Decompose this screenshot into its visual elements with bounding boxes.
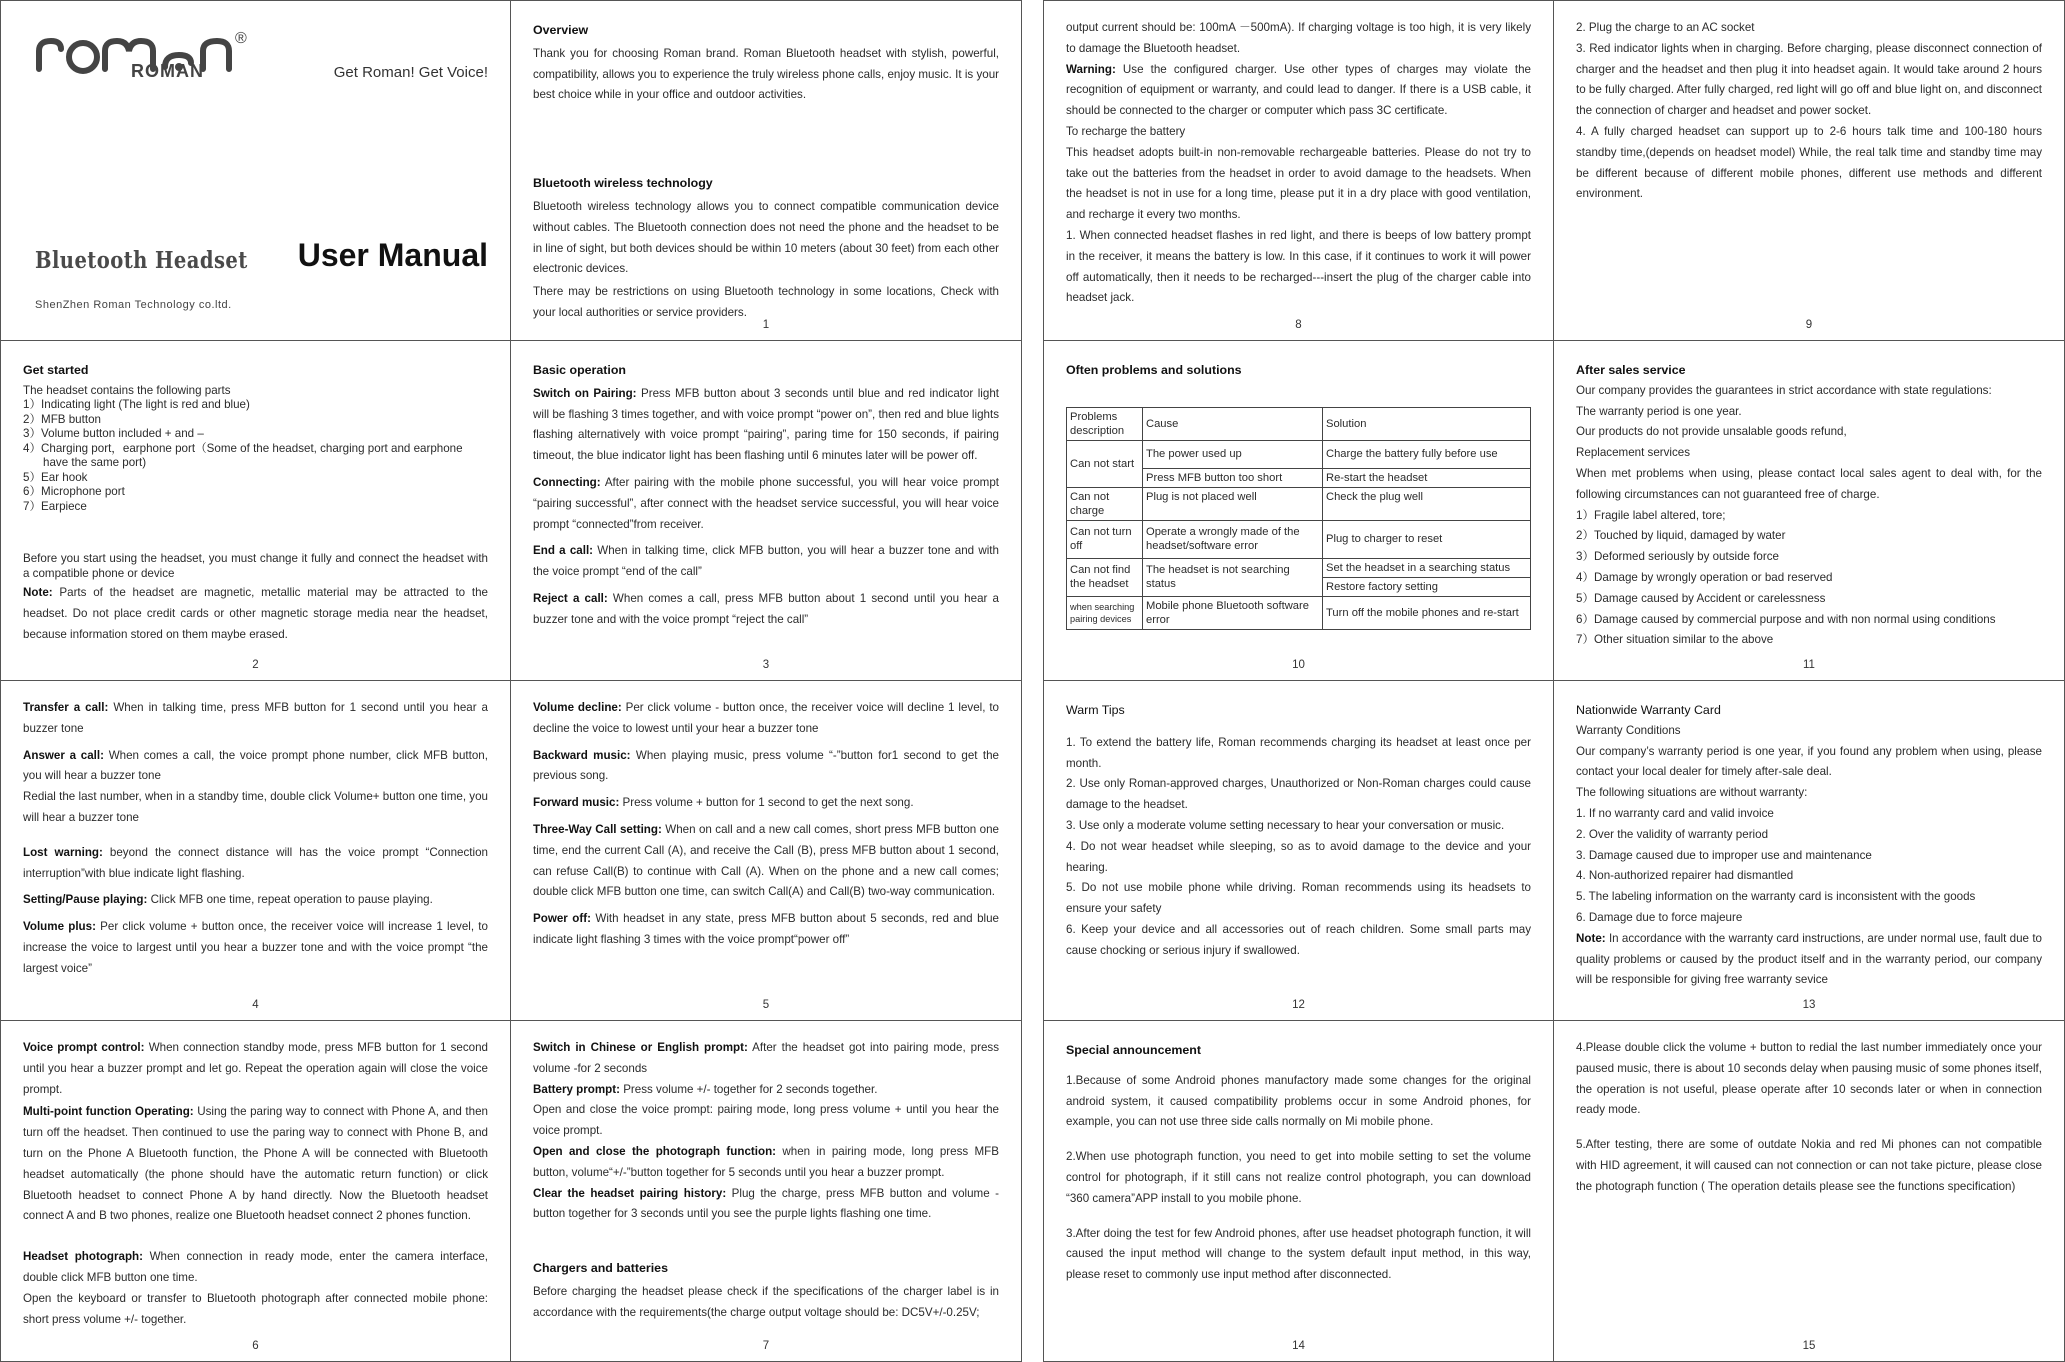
announcement-5: 5.After testing, there are some of outdate Nokia and red Mi phones can not compatible with HID agreement, it will caused can not connection or can not take picture, please close the photograph function ( The operation details please see the functions specification) [1576,1138,2042,1193]
overview-text: Thank you for choosing Roman brand. Roman Bluetooth headset with stylish, powerful, compatibility, allows you to experience the truly wireless phone calls, enjoy music. It is your best choice while in your office and outdoor activities. [533,46,999,102]
term-body: When on call and a new call comes, short press MFB button one time, end the current Call (A), and receive the Call (B), press MFB button about 1 second, can refuse Call(B) to continue with Call (A). When on the phone and a new call comes; double click MFB button one time, can switch Call(A) and Call(B) two-way communication. [533,822,999,899]
product-title: Bluetooth Headset [35,247,248,274]
list-item: 3. Damage caused due to improper use and maintenance [1576,848,1872,862]
note-label: Note: [1576,931,1606,945]
warning-body: Use the configured charger. Use other types of charges may violate the recognition of equipment or warranty, and could lead to danger. If there is a USB cable, it should be connected to the charger or computer which pass 3C certificate. [1066,62,1531,118]
registered-mark: ® [235,30,247,47]
page-13 [1553,680,2065,1021]
table-cell: Check the plug well [1323,487,1531,520]
connecting [533,473,999,535]
bt-text-2: There may be restrictions on using Bluetooth technology in some locations, Check with your local authorities or service providers. [533,285,999,319]
exclusion-list [1576,506,2042,652]
left-sheet [0,0,1022,1362]
table-row [1067,487,1531,520]
page-14 [1043,1020,1554,1362]
problems-heading: Often problems and solutions [1066,363,1242,377]
page-number: 7 [762,1340,770,1353]
page-10 [1043,340,1554,681]
list-item: 1. To extend the battery life, Roman recommends charging its headset at least once per month. [1066,735,1531,770]
charge-step-2: 2. Plug the charge to an AC socket [1576,21,1755,34]
page-number: 13 [1802,999,1816,1012]
page-number: 12 [1292,999,1305,1012]
term-label: Answer a call: [23,748,104,762]
problems-table [1066,407,1531,630]
term-body: When connection in ready mode, enter the camera interface, double click MFB button one time. [23,1250,488,1284]
table-row [1067,558,1531,577]
list-item: 3）Deformed seriously by outside force [1576,550,1779,564]
term-body: When playing music, press volume “-”button for1 second to get the previous song. [533,748,999,783]
table-cell: Press MFB button too short [1143,468,1323,487]
table-cell: Plug to charger to reset [1323,520,1531,558]
after-sales-heading: After sales service [1576,363,1686,377]
term-body: when in pairing mode, long press MFB button, volume“+/-”button together for 5 seconds until you hear a buzzer prompt. [533,1144,999,1179]
setting-pause [23,890,488,911]
voice-prompt-control [23,1038,488,1100]
term-body: Press volume + button for 1 second to get the next song. [619,796,914,810]
list-item: 3）Volume button included + and – [23,427,204,441]
parts-list [23,384,488,515]
table-cell: Problems description [1067,407,1143,440]
term-body: Using the paring way to connect with Phone A, and then turn off the headset. Then continued to use the paring way to connect with Phone B, and turn on the Phone A Bluetooth function, the Phone A will be connected with Bluetooth headset automatically (the phone should have the automatic return function) or click Bluetooth headset to connect Phone A by hand directly. Now the Bluetooth headset connect A and B two phones, realize one Bluetooth headset connect 2 phones function. [23,1105,488,1223]
warranty-note [1576,929,2042,991]
page-number: 4 [252,999,259,1012]
page-3 [510,340,1022,681]
switch-on-pairing [533,384,999,467]
term-label: Forward music: [533,796,620,810]
term-body: Per click volume - button once, the receiver voice will decline 1 level, to decline the voice to lowest until your hear a buzzer tone [533,701,1000,735]
basic-operation-heading: Basic operation [533,363,626,377]
charger-text: Before charging the headset please check if the specifications of the charger label is in accordance with the requirements(the charge output voltage should be: DC5V+/-0.25V; [533,1284,999,1319]
table-cell: Turn off the mobile phones and re-start [1323,596,1531,629]
charge-step-4: 4. A fully charged headset can support up to 2-6 hours talk time and 100-180 hours standby time,(depends on headset model) While, the real talk time and standby time may be different because of different mobile phones, different use methods and different environment. [1576,124,2042,201]
warranty-exclusions [1576,804,2042,929]
page-number: 2 [252,659,259,672]
term-body: Per click volume + button once, the receiver voice will increase 1 level, to increase the voice to largest until you hear a buzzer tone and with the voice prompt “the largest voice” [23,920,488,975]
after-sales-text: Our products do not provide unsalable goods refund, [1576,425,1847,439]
note-label: Note: [23,586,53,600]
page-number: 14 [1292,1340,1305,1353]
table-cell: Solution [1323,407,1531,440]
table-cell: Operate a wrongly made of the headset/software error [1143,520,1323,558]
table-cell: Plug is not placed well [1143,487,1323,520]
term-label: Volume plus: [23,920,96,934]
list-item: 6. Keep your device and all accessories out of reach children. Some small parts may cause chocking or serious injury if swallowed. [1066,922,1531,957]
list-item: 1）Fragile label altered, tore; [1576,508,1726,522]
note-body: In accordance with the warranty card instructions, are under normal use, fault due to quality problems or caused by the product itself and in the warranty period, our company will be responsible for giving free warranty sevice [1576,931,2042,987]
end-call [533,541,999,583]
term-label: Headset photograph: [23,1250,143,1264]
announcement-3: 3.After doing the test for few Android phones, after use headset photograph function, it will caused the input method will change to the system default input method, in this way, please reset to commonly use input method after disconnected. [1066,1226,1531,1282]
list-item: 2. Over the validity of warranty period [1576,827,1769,841]
table-cell: Set the headset in a searching status [1323,558,1531,577]
term-label: Multi-point function Operating: [23,1105,194,1119]
page-number: 1 [762,319,770,332]
list-item: 4）Damage by wrongly operation or bad reserved [1576,570,1833,584]
charge-current-text: output current should be: 100mA －500mA). If charging voltage is too high, it is very likely to damage the Bluetooth headset. [1066,21,1531,55]
term-body: Press volume +/- together for 2 seconds together. [619,1082,878,1096]
list-item: 4. Non-authorized repairer had dismantled [1576,869,1794,883]
clear-history [533,1184,999,1226]
battery-text: This headset adopts built-in non-removable rechargeable batteries. Please do not try to take out the batteries from the headset in order to avoid damage to the headsets. When the headset is not in use for a long time, please put it in a dry place with good ventilation, and recharge it every two months. [1066,145,1531,222]
list-item: 5. Do not use mobile phone while driving. Roman recommends using its headsets to ensure your safety [1066,881,1531,916]
list-item: 4. Do not wear headset while sleeping, so as to avoid damage to the device and your hearing. [1066,839,1531,874]
term-body: When in talking time, click MFB button, you will hear a buzzer tone and with the voice prompt “end of the call” [533,544,999,579]
language-switch [533,1038,999,1080]
right-sheet [1043,0,2065,1362]
slogan: Get Roman! Get Voice! [333,64,488,81]
recharge-heading: To recharge the battery [1066,124,1186,138]
warranty-text: Our company’s warranty period is one year, if you found any problem when using, please contact your local dealer for timely after-sale deal. [1576,744,2042,779]
photo-toggle [533,1142,999,1184]
page-number: 3 [762,659,770,672]
page-6 [0,1020,511,1362]
table-cell: Charge the battery fully before use [1323,440,1531,468]
term-body: After the headset got into pairing mode, press volume -for 2 seconds [533,1041,999,1075]
list-item: 2）MFB button [23,412,101,426]
table-cell: Cause [1143,407,1323,440]
charge-step-3: 3. Red indicator lights when in charging. Before charging, please disconnect connection of charger and the headset and then plug it into headset again. It would take around 2 hours to be fully charged. After fully charged, red light will go off and blue light on, and disconnect the connection of charger and headset and power socket. [1576,41,2042,118]
low-battery-text: 1. When connected headset flashes in red light, and there is beeps of low battery prompt in the receiver, it means the battery is low. In this case, if it continues to work it will power off automatically, then it needs to be recharged---insert the plug of the charger cable into headset jack. [1066,228,1531,305]
term-label: Three-Way Call setting: [533,822,662,836]
page-11 [1553,340,2065,681]
transfer-call [23,698,488,740]
bt-text-1: Bluetooth wireless technology allows you to connect compatible communication device without cables. The Bluetooth connection does not need the phone and the headset to be in line of sight, but both devices should be within 10 meters (about 30 feet) from each other electronic devices. [533,199,999,276]
special-announcement-heading: Special announcement [1066,1043,1201,1057]
manual-title: User Manual [297,237,488,273]
note-body: Parts of the headset are magnetic, metallic material may be attracted to the headset. Do not place credit cards or other magnetic storage media near the headset, because information stored on them maybe erased. [23,586,488,641]
term-label: Battery prompt: [533,1082,620,1096]
page-number: 5 [762,999,770,1012]
page-15 [1553,1020,2065,1362]
table-cell: when searching pairing devices [1067,596,1143,629]
chargers-heading: Chargers and batteries [533,1261,668,1276]
term-label: Power off: [533,912,591,926]
term-body: Press MFB button about 3 seconds until blue and red indicator light will be flashing 3 times together, and with voice prompt “power on”, then red and blue lights flashing alternatively with voice prompt “pairing”, paring time for 150 seconds, if pairing timeout, the blue indicator light has been flashing until 6 minutes later will be power off. [533,386,999,463]
announcement-4: 4.Please double click the volume + button to redial the last number immediately once your paused music, there is about 10 seconds delay when pausing music of some phones itself, the operation is not useful, please operate after 10 seconds later or when in connection ready mode. [1576,1041,2042,1117]
list-item: 6）Microphone port [23,485,125,499]
answer-call [23,746,488,788]
table-cell: Restore factory setting [1323,577,1531,596]
company-name: ShenZhen Roman Technology co.ltd. [35,299,232,311]
term-body: When in talking time, press MFB button for 1 second until you hear a buzzer tone [23,701,489,735]
page-number: 10 [1292,659,1305,672]
brand-word: ROMAN [131,61,204,81]
power-off [533,909,999,951]
list-item: 2. Use only Roman-approved charges, Unauthorized or Non-Roman charges could cause damage to the headset. [1066,777,1531,812]
after-sales-text: When met problems when using, please contact local sales agent to deal with, for the following circumstances can not guaranteed free of charge. [1576,466,2042,501]
table-cell: Can not charge [1067,487,1143,520]
term-label: Reject a call: [533,591,608,605]
after-sales-text: The warranty period is one year. [1576,404,1742,418]
page-9 [1553,0,2065,341]
page-12 [1043,680,1554,1021]
page-1 [510,0,1022,341]
term-body: Plug the charge, press MFB button and volume - button together for 3 seconds until you see the purple lights flashing one time. [533,1186,999,1221]
term-label: Lost warning: [23,845,103,859]
note-text [23,583,488,645]
warranty-text: Warranty Conditions [1576,723,1681,737]
term-label: Setting/Pause playing: [23,893,148,907]
table-row [1067,596,1531,629]
term-body: beyond the connect distance will has the voice prompt “Connection interruption”with blue indicate light flashing. [23,845,488,880]
warning-text [1066,60,1531,122]
table-cell: Can not turn off [1067,520,1143,558]
term-label: Clear the headset pairing history: [533,1186,727,1200]
table-row [1067,520,1531,558]
term-label: Switch in Chinese or English prompt: [533,1041,748,1054]
table-cell: Mobile phone Bluetooth software error [1143,596,1323,629]
warranty-text: The following situations are without warranty: [1576,786,1808,800]
list-item: 5）Damage caused by Accident or carelessness [1576,591,1826,605]
bt-heading: Bluetooth wireless technology [533,176,713,191]
list-item: 6）Damage caused by commercial purpose and with non normal using conditions [1576,612,1996,626]
page-number: 15 [1802,1340,1816,1353]
table-cell: Can not start [1067,440,1143,487]
term-label: Switch on Pairing: [533,386,637,400]
list-item: have the same port) [43,456,147,470]
voice-prompt-toggle: Open and close the voice prompt: pairing mode, long press volume + until you hear the voice prompt. [533,1103,999,1138]
list-item: 2）Touched by liquid, damaged by water [1576,529,1786,543]
battery-prompt [533,1080,999,1101]
term-label: Open and close the photograph function: [533,1144,777,1158]
page-7 [510,1020,1022,1362]
after-sales-text: Replacement services [1576,446,1691,460]
reject-call [533,589,999,631]
redial: Redial the last number, when in a standby time, double click Volume+ button one time, you will hear a buzzer tone [23,790,488,824]
parts-intro: The headset contains the following parts [23,383,231,397]
page-number: 11 [1803,659,1815,672]
table-cell: The headset is not searching status [1143,558,1323,596]
cover-panel [0,0,511,341]
page-2 [0,340,511,681]
multi-point [23,1102,488,1227]
page-5 [510,680,1022,1021]
table-row [1067,440,1531,468]
overview-heading: Overview [533,23,589,37]
list-item: 1）Indicating light (The light is red and blue) [23,398,250,412]
list-item: 6. Damage due to force majeure [1576,910,1743,924]
table-cell: The power used up [1143,440,1323,468]
table-cell: Re-start the headset [1323,468,1531,487]
get-started-heading: Get started [23,363,89,377]
term-body: When comes a call, press MFB button about 1 second until you hear a buzzer tone and with the voice prompt “reject the call” [533,591,999,626]
list-item: 7）Earpiece [23,499,87,513]
three-way-call [533,820,999,903]
table-cell: Can not find the headset [1067,558,1143,596]
warm-tips-heading: Warm Tips [1066,703,1125,717]
term-label: Connecting: [533,475,601,489]
page-number: 6 [252,1340,259,1353]
volume-plus [23,917,488,979]
after-sales-text: Our company provides the guarantees in strict accordance with state regulations: [1576,383,1992,397]
warranty-card-heading: Nationwide Warranty Card [1576,703,1721,717]
list-item: 1. If no warranty card and valid invoice [1576,806,1774,820]
before-text: Before you start using the headset, you must change it fully and connect the headset with a compatible phone or device [23,552,488,580]
list-item: 7）Other situation similar to the above [1576,633,1774,647]
page-number: 9 [1805,319,1813,332]
term-body: When comes a call, the voice prompt phone number, click MFB button, you will hear a buzzer tone [23,748,488,783]
list-item: 5）Ear hook [23,470,88,484]
term-label: Volume decline: [533,701,622,714]
lost-warning [23,843,488,885]
term-label: Transfer a call: [23,701,109,714]
announcement-2: 2.When use photograph function, you need to get into mobile setting to set the volume control for photograph, if it still cans not realize control photograph, you can download “360 camera”APP install to you mobile phone. [1066,1150,1531,1205]
headset-photograph [23,1247,488,1289]
forward-music [533,793,999,814]
term-body: With headset in any state, press MFB button about 5 seconds, red and blue indicate light flashing 3 times with the voice prompt“power off” [533,912,999,946]
term-label: Backward music: [533,748,631,762]
keyboard-photo: Open the keyboard or transfer to Bluetooth photograph after connected mobile phone: short press volume +/- together. [23,1291,488,1326]
term-label: Voice prompt control: [23,1041,145,1054]
term-label: End a call: [533,544,594,558]
page-4 [0,680,511,1021]
page-8 [1043,0,1554,341]
volume-decline [533,698,999,740]
list-item: 4）Charging port，earphone port（Some of the headset, charging port and earphone [23,441,463,455]
list-item: 5. The labeling information on the warranty card is inconsistent with the goods [1576,890,1976,904]
backward-music [533,746,999,788]
warning-label: Warning: [1066,62,1116,76]
announcement-1: 1.Because of some Android phones manufactory made some changes for the original android system, it caused compatibility problems occur in some Android phones, for example, you can not use three side calls normally on Mi mobile phone. [1066,1073,1531,1129]
term-body: When connection standby mode, press MFB button for 1 second until you hear a buzzer prompt and let go. Repeat the operation again will close the voice prompt. [23,1041,489,1096]
term-body: After pairing with the mobile phone successful, you will hear voice prompt “pairing successful”, after connect with the headset service successful, you will hear voice prompt “connected”from receiver. [533,475,999,531]
page-number: 8 [1295,319,1302,332]
list-item: 3. Use only a moderate volume setting necessary to hear your conversation or music. [1066,818,1505,832]
term-body: Click MFB one time, repeat operation to pause playing. [147,893,433,907]
table-header-row [1067,407,1531,440]
